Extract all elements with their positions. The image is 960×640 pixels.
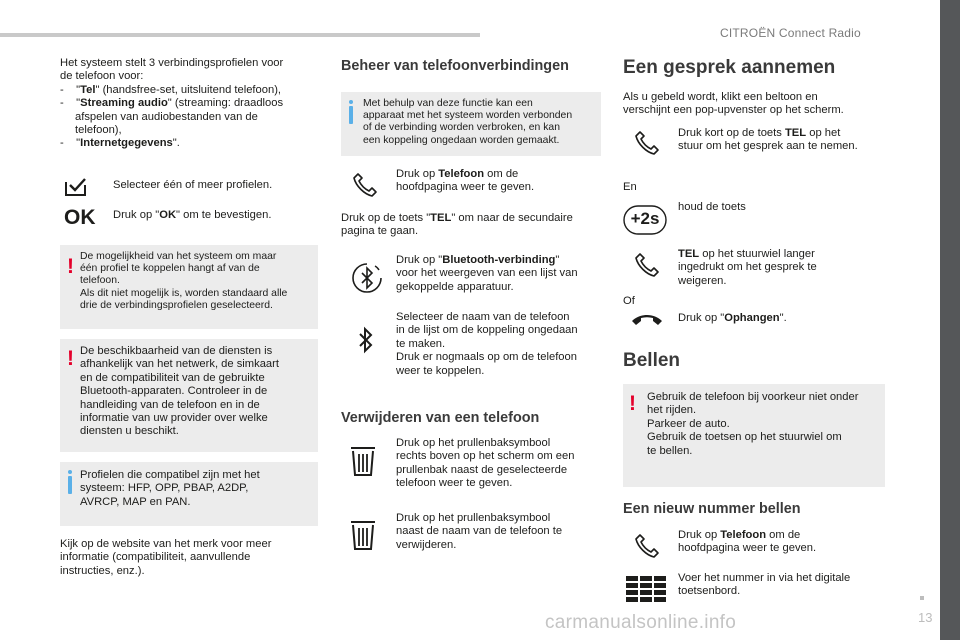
col1-outro: Kijk op de website van het merk voor meer informatie (compatibiliteit, aanvullende instructies, enz.). bbox=[60, 538, 272, 577]
page-number: 13 bbox=[918, 610, 933, 625]
hang-up-icon bbox=[630, 313, 664, 327]
step-confirm-ok: Druk op "OK" om te bevestigen. bbox=[113, 209, 272, 221]
step-reject-call: TEL op het stuurwiel langer ingedrukt om het gesprek te weigeren. bbox=[678, 248, 817, 287]
phone-handset-icon bbox=[634, 130, 660, 156]
warning-icon: ! bbox=[629, 392, 636, 415]
step-bluetooth-list: Druk op "Bluetooth-verbinding" voor het weergeven van een lijst van gekoppelde apparatuur. bbox=[396, 254, 578, 293]
warning-icon: ! bbox=[67, 255, 74, 278]
warning-box-availability bbox=[60, 339, 318, 452]
info-text: Met behulp van deze functie kan een apparaat met het systeem worden verbonden of de verbinding worden verbroken, en kan een koppeling ongedaan worden gemaakt. bbox=[363, 98, 573, 146]
long-press-label: +2s bbox=[630, 209, 660, 228]
step-trash-top: Druk op het prullenbaksymbool rechts boven op het scherm om een prullenbak naast de geselecteerde telefoon weer te geven. bbox=[396, 437, 575, 490]
step-trash-name: Druk op het prullenbaksymbool naast de naam van de telefoon te verwijderen. bbox=[396, 512, 563, 551]
info-text: Profielen die compatibel zijn met het systeem: HFP, OPP, PBAP, A2DP, AVRCP, MAP en PAN. bbox=[80, 469, 260, 508]
keypad-icon bbox=[626, 576, 666, 602]
page-dot bbox=[920, 596, 924, 600]
trash-icon bbox=[350, 446, 376, 476]
profile-item-streaming-cont: telefoon), bbox=[75, 124, 122, 137]
step-select-phone: Selecteer de naam van de telefoon in de lijst om de koppeling ongedaan te maken. Druk er nogmaals op om de telefoon weer te koppelen. bbox=[396, 311, 578, 377]
warning-text: De beschikbaarheid van de diensten is afhankelijk van het netwerk, de simkaart en de compatibiliteit van de gebruikte Bluetooth-apparaten. Controleer in de handleiding van de telefoon en in de informatie van uw provider over welke diensten u beschikt. bbox=[80, 345, 279, 438]
checkbox-icon bbox=[65, 178, 87, 196]
ok-icon: OK bbox=[64, 206, 96, 229]
step-short-press-tel: Druk kort op de toets TEL op het stuur om het gesprek aan te nemen. bbox=[678, 127, 858, 153]
phone-handset-icon bbox=[352, 172, 378, 198]
col1-intro bbox=[60, 57, 320, 151]
section-title-call: Bellen bbox=[623, 350, 681, 371]
warning-text: Gebruik de telefoon bij voorkeur niet onder het rijden. Parkeer de auto. Gebruik de toetsen op het stuurwiel om te bellen. bbox=[647, 391, 859, 457]
brand-label: CITROËN Connect Radio bbox=[720, 26, 861, 40]
connector-en: En bbox=[623, 181, 637, 193]
header-rule bbox=[0, 33, 480, 37]
info-icon bbox=[68, 476, 72, 494]
step-open-phone: Druk op Telefoon om de hoofdpagina weer te geven. bbox=[396, 168, 535, 194]
watermark: carmanualsonline.info bbox=[545, 612, 737, 633]
step-open-phone-new: Druk op Telefoon om de hoofdpagina weer te geven. bbox=[678, 529, 817, 555]
bluetooth-connection-icon bbox=[351, 262, 383, 294]
info-icon bbox=[349, 106, 353, 124]
section-title-answer: Een gesprek aannemen bbox=[623, 57, 836, 78]
step-enter-number: Voer het nummer in via het digitale toetsenbord. bbox=[678, 572, 851, 598]
info-box-profiles bbox=[60, 462, 318, 526]
section-title-remove: Verwijderen van een telefoon bbox=[341, 410, 540, 426]
intro-line: Het systeem stelt 3 verbindingsprofielen voor bbox=[60, 57, 284, 69]
phone-handset-icon bbox=[634, 252, 660, 278]
warning-box-driving bbox=[623, 384, 885, 487]
step-select-profiles: Selecteer één of meer profielen. bbox=[113, 179, 273, 191]
step-hold-key: houd de toets bbox=[678, 201, 746, 213]
step-hang-up: Druk op "Ophangen". bbox=[678, 312, 787, 324]
phone-handset-icon bbox=[634, 533, 660, 559]
profile-item-tel: - "Tel" (handsfree-set, uitsluitend telefoon), bbox=[60, 83, 282, 96]
intro-line: de telefoon voor: bbox=[60, 70, 144, 83]
profile-item-internet: - "Internetgegevens". bbox=[60, 137, 180, 150]
profile-item-streaming: - "Streaming audio" (streaming: draadloos bbox=[60, 97, 284, 110]
trash-icon bbox=[350, 520, 376, 550]
profile-item-streaming-cont: afspelen van audiobestanden van de bbox=[75, 110, 258, 123]
para-tel-key: Druk op de toets "TEL" om naar de secundaire pagina te gaan. bbox=[341, 212, 573, 238]
side-bar bbox=[940, 0, 960, 640]
info-box-manage bbox=[341, 92, 601, 156]
connector-of: Of bbox=[623, 295, 635, 307]
warning-text: De mogelijkheid van het systeem om maar één profiel te koppelen hangt af van de telefoon. Als dit niet mogelijk is, worden standaard alle drie de verbindingsprofielen geselecteerd. bbox=[80, 251, 288, 311]
warning-box-profiles bbox=[60, 245, 318, 329]
answer-intro: Als u gebeld wordt, klikt een beltoon en verschijnt een pop-upvenster op het scherm. bbox=[623, 91, 844, 117]
warning-icon: ! bbox=[67, 347, 74, 370]
section-title-manage: Beheer van telefoonverbindingen bbox=[341, 58, 569, 74]
bluetooth-icon bbox=[356, 326, 376, 354]
section-title-new-number: Een nieuw nummer bellen bbox=[623, 501, 801, 517]
